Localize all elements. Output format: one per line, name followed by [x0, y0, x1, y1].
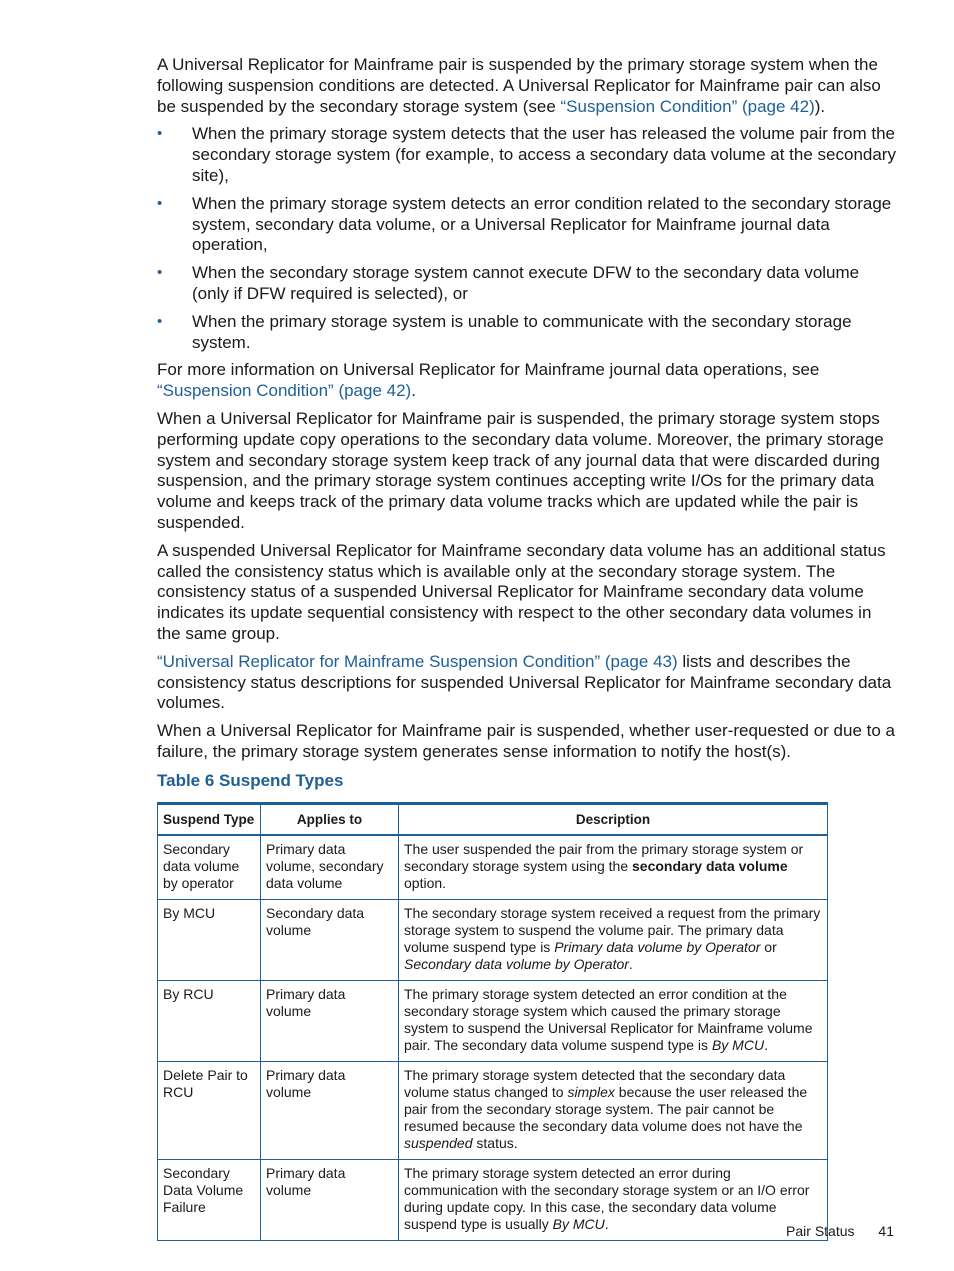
cell-description: [399, 1061, 828, 1159]
bullet-icon: •: [157, 312, 163, 330]
bullet-icon: •: [157, 125, 163, 143]
table-row: [158, 835, 828, 900]
link-suspension-condition-page-43[interactable]: “Universal Replicator for Mainframe Suspension Condition” (page 43): [157, 651, 678, 671]
list-item: • When the primary storage system detects that the user has released the volume pair from the secondary storage system (for example, to access a secondary data volume at the secondary site),: [157, 124, 896, 185]
cell-suspend-type: Secondary Data Volume Failure: [158, 1159, 261, 1240]
description-segment: By MCU: [552, 1215, 605, 1232]
footer-section-title: Pair Status: [786, 1223, 855, 1239]
list-item: • When the primary storage system detects an error condition related to the secondary storage system, secondary data volume, or a Universal Replicator for Mainframe journal data operation,: [157, 193, 892, 255]
table-row: [158, 1159, 828, 1240]
suspend-types-table: [157, 802, 828, 1241]
description-segment: The primary storage system detected an error during communication with the secondary storage system or an I/O error during update copy. In this case, the secondary data volume suspend type is usually: [404, 1164, 810, 1232]
cell-applies-to: Primary data volume: [261, 980, 399, 1061]
description-segment: status.: [472, 1134, 518, 1151]
suspension-conditions-list: [157, 124, 897, 353]
header-suspend-type: Suspend Type: [158, 803, 261, 835]
page-footer: [766, 1223, 894, 1239]
cell-description: [399, 835, 828, 900]
bullet-icon: •: [157, 194, 163, 212]
page-number: 41: [878, 1223, 894, 1239]
description-segment: secondary data volume: [632, 857, 788, 874]
cell-suspend-type: Secondary data volume by operator: [158, 835, 261, 900]
cell-applies-to: Primary data volume: [261, 1061, 399, 1159]
description-segment: The primary storage system detected an error condition at the secondary storage system which caused the primary storage system to suspend the Universal Replicator for Mainframe volume pair. The secondary data volume suspend type is: [404, 985, 813, 1053]
table-row: [158, 899, 828, 980]
description-segment: suspended: [404, 1134, 473, 1151]
paragraph-consistency-reference: “Universal Replicator for Mainframe Suspension Condition” (page 43) lists and describes the consistency status descriptions for suspended Universal Replicator for Mainframe secondary data volumes.: [157, 651, 892, 713]
cell-applies-to: Secondary data volume: [261, 899, 399, 980]
cell-suspend-type: By RCU: [158, 980, 261, 1061]
cell-description: [399, 899, 828, 980]
cell-description: [399, 1159, 828, 1240]
description-segment: Primary data volume by Operator: [554, 938, 761, 955]
table-row: [158, 980, 828, 1061]
table-header-row: [158, 803, 828, 835]
cell-applies-to: Primary data volume, secondary data volume: [261, 835, 399, 900]
description-segment: Secondary data volume by Operator: [404, 955, 629, 972]
description-segment: .: [628, 955, 633, 972]
list-item: • When the primary storage system is unable to communicate with the secondary storage system.: [157, 311, 852, 352]
paragraph-sense-information: When a Universal Replicator for Mainframe pair is suspended, whether user-requested or due to a failure, the primary storage system generates sense information to notify the host(s).: [157, 721, 895, 761]
description-segment: because the user released the pair from the secondary storage system. The pair cannot be resumed because the secondary data volume does not have the: [404, 1083, 808, 1134]
description-segment: or: [760, 938, 777, 955]
cell-description: [399, 980, 828, 1061]
link-suspension-condition-2[interactable]: “Suspension Condition” (page 42): [157, 381, 412, 401]
cell-suspend-type: Delete Pair to RCU: [158, 1061, 261, 1159]
list-item: • When the secondary storage system cannot execute DFW to the secondary data volume (only if DFW required is selected), or: [157, 263, 860, 303]
description-segment: The secondary storage system received a request from the primary storage system to suspend the volume pair. The primary data volume suspend type is: [404, 904, 821, 955]
cell-suspend-type: By MCU: [158, 899, 261, 980]
header-description: Description: [399, 803, 828, 835]
description-segment: .: [764, 1036, 768, 1053]
table-row: [158, 1061, 828, 1159]
paragraph-suspension-intro: A Universal Replicator for Mainframe pair is suspended by the primary storage system when the following suspension conditions are detected. A Universal Replicator for Mainframe pair can also be suspended by the secondary storage system (see “Suspension Condition” (page 42)).: [157, 55, 881, 116]
description-segment: simplex: [567, 1083, 615, 1100]
paragraph-consistency-status: A suspended Universal Replicator for Mainframe secondary data volume has an additional status called the consistency status which is available only at the secondary storage system. The consistency status of a suspended Universal Replicator for Mainframe secondary data volume indicates its update sequential consistency with respect to the other secondary data volumes in the same group.: [157, 540, 886, 643]
description-segment: The user suspended the pair from the primary storage system or secondary storage system using the: [404, 840, 804, 874]
link-suspension-condition[interactable]: “Suspension Condition” (page 42): [560, 96, 815, 116]
bullet-icon: •: [157, 264, 163, 282]
cell-applies-to: Primary data volume: [261, 1159, 399, 1240]
table-body: [158, 835, 828, 1241]
table-caption: Table 6 Suspend Types: [157, 770, 344, 790]
description-segment: By MCU: [711, 1036, 765, 1053]
description-segment: .: [604, 1215, 609, 1232]
description-segment: option.: [404, 874, 447, 891]
paragraph-more-info: For more information on Universal Replicator for Mainframe journal data operations, see “Suspension Condition” (page 42).: [157, 360, 820, 401]
paragraph-suspended-behavior: When a Universal Replicator for Mainframe pair is suspended, the primary storage system stops performing update copy operations to the secondary data volume. Moreover, the primary storage system and secondary storage system keep track of any journal data that were discarded during suspension, and the primary storage system continues accepting write I/Os for the primary data volume and keeps track of the primary data volume tracks which are updated while the pair is suspended.: [157, 408, 884, 532]
page-body: [157, 55, 897, 1241]
header-applies-to: Applies to: [261, 803, 399, 835]
description-segment: The primary storage system detected that the secondary data volume status changed to: [404, 1066, 786, 1100]
